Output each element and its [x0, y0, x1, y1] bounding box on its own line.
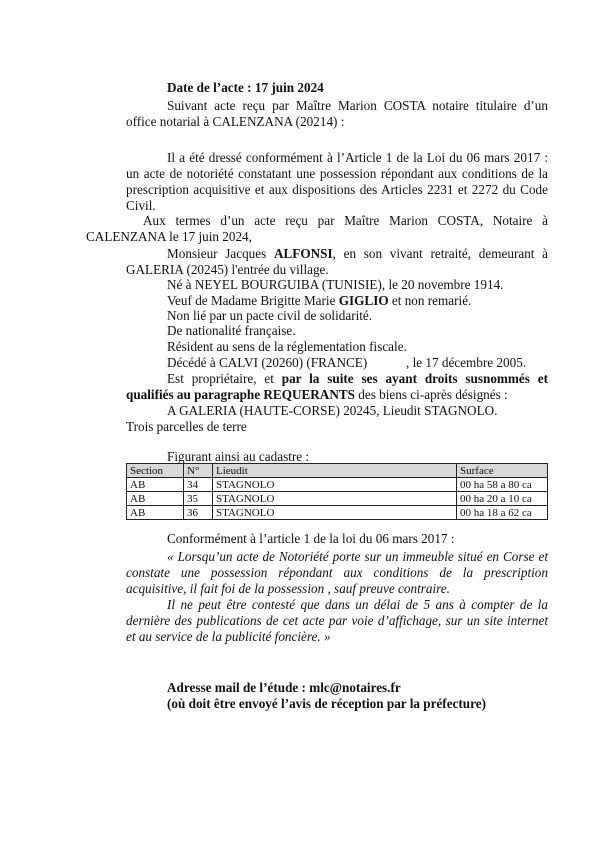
cell-lieudit: STAGNOLO	[213, 478, 457, 492]
person-pacs: Non lié par un pacte civil de solidarité.	[167, 308, 373, 323]
prefecture-note: (où doit être envoyé l’avis de réception par la préfecture)	[167, 696, 486, 711]
cell-section: AB	[127, 506, 184, 520]
cadastre-table	[126, 463, 548, 520]
person-death-date: , le 17 décembre 2005.	[406, 355, 527, 370]
person-marital: Veuf de Madame Brigitte Marie GIGLIO et non remarié.	[167, 293, 472, 308]
person-surname: ALFONSI	[273, 246, 333, 261]
person-nationality: De nationalité française.	[167, 323, 296, 338]
header-section: Section	[127, 464, 184, 478]
cell-lieudit: STAGNOLO	[213, 492, 457, 506]
para2-line-2: CALENZANA le 17 juin 2024,	[86, 229, 252, 244]
person-line-2: GALERIA (20245) l'entrée du village.	[126, 262, 329, 277]
cell-surface: 00 ha 20 a 10 ca	[457, 492, 548, 506]
owner-line-1: Est propriétaire, et par la suite ses ayant droits susnommés et	[167, 371, 548, 386]
quote-line-4: Il ne peut être contesté que dans un délai de 5 ans à compter de la	[167, 597, 548, 612]
table-row	[127, 492, 548, 506]
cell-number: 36	[184, 506, 213, 520]
cadastre-intro: Figurant ainsi au cadastre :	[167, 449, 310, 464]
table-header-row	[127, 464, 548, 478]
intro-line-1: Suivant acte reçu par Maître Marion COSTA notaire titulaire d’un	[167, 98, 548, 113]
person-birth: Né à NEYEL BOURGUIBA (TUNISIE), le 20 novembre 1914.	[167, 277, 504, 292]
quote-line-6: et au service de la publicité foncière. »	[126, 629, 331, 644]
office-email: Adresse mail de l’étude : mlc@notaires.fr	[167, 680, 401, 695]
cell-section: AB	[127, 492, 184, 506]
act-date: Date de l’acte : 17 juin 2024	[167, 80, 324, 95]
person-line-1: Monsieur Jacques ALFONSI, en son vivant retraité, demeurant à	[167, 246, 549, 261]
para1-line-1: Il a été dressé conformément à l’Article 1 de la Loi du 06 mars 2017 :	[167, 150, 548, 165]
table-row	[127, 478, 548, 492]
table-row	[127, 506, 548, 520]
person-residence: Résident au sens de la réglementation fiscale.	[167, 339, 407, 354]
para2-line-1: Aux termes d’un acte reçu par Maître Marion COSTA, Notaire à	[143, 213, 548, 228]
quote-line-5: dernière des publications de cet acte par voie d’affichage, sur un site internet	[126, 613, 548, 628]
quote-line-3: acquisitive, il fait foi de la possession , sauf preuve contraire.	[126, 581, 450, 596]
quote-line-1: « Lorsqu’un acte de Notoriété porte sur un immeuble situé en Corse et	[167, 549, 548, 564]
spouse-surname: GIGLIO	[338, 293, 389, 308]
cell-surface: 00 ha 18 a 62 ca	[457, 506, 548, 520]
cell-number: 34	[184, 478, 213, 492]
person-death-place: Décédé à CALVI (20260) (FRANCE)	[167, 355, 368, 370]
header-surface: Surface	[457, 464, 548, 478]
intro-line-2: office notarial à CALENZANA (20214) :	[126, 114, 345, 129]
para1-line-4: Civil.	[126, 198, 156, 213]
header-lieudit: Lieudit	[213, 464, 457, 478]
cell-number: 35	[184, 492, 213, 506]
para1-line-3: prescription acquisitive et aux dispositions des Articles 2231 et 2272 du Code	[126, 182, 548, 197]
header-number: N°	[184, 464, 213, 478]
cell-section: AB	[127, 478, 184, 492]
parcels-count: Trois parcelles de terre	[126, 419, 247, 434]
quote-line-2: constate une possession répondant aux conditions de la prescription	[126, 565, 548, 580]
law-intro: Conformément à l’article 1 de la loi du 06 mars 2017 :	[167, 531, 455, 546]
para1-line-2: un acte de notoriété constatant une possession répondant aux conditions de la	[126, 166, 548, 181]
cell-lieudit: STAGNOLO	[213, 506, 457, 520]
owner-line-2: qualifiés au paragraphe REQUERANTS des biens ci-après désignés :	[126, 387, 508, 402]
property-address: A GALERIA (HAUTE-CORSE) 20245, Lieudit STAGNOLO.	[167, 403, 498, 418]
cell-surface: 00 ha 58 a 80 ca	[457, 478, 548, 492]
